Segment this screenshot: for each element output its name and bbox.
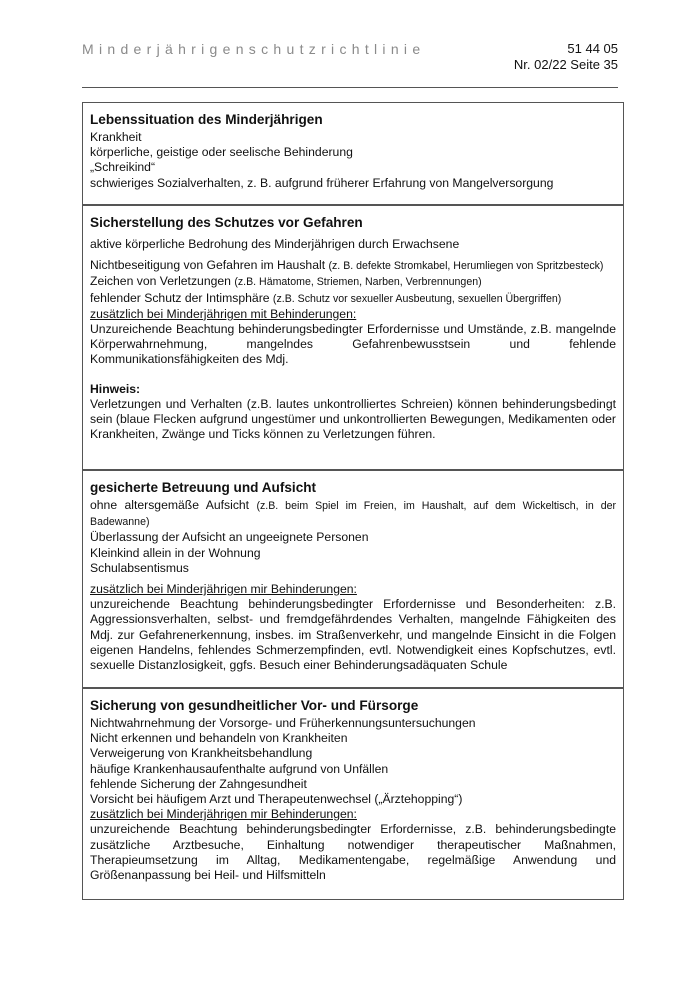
- item-text: ohne altersgemäße Aufsicht: [90, 498, 250, 512]
- paragraph: unzureichende Beachtung behinderungsbedingter Erfordernisse und Besonderheiten: z.B. Aggressionsverhalten, selbst- und fremdgefährdendes Verhalten, mangelnde Fähigkeiten des Mdj. zur Gefahrenerkennung, insbes. im Straßenverkehr, und mangelnde Einsicht in die Folgen eigenen Handelns, fehlendes Schmerzempfinden, evtl. Notwendigkeit eines Kopfschutzes, evtl. sexuelle Distanzlosigkeit, ggfs. Besuch einer Behinderungsadäquaten Schule: [90, 597, 616, 673]
- section-title: Sicherstellung des Schutzes vor Gefahren: [90, 215, 363, 230]
- item-detail: (z. B. defekte Stromkabel, Herumliegen von Spritzbesteck): [328, 260, 604, 273]
- list-item: „Schreikind“: [90, 160, 156, 175]
- subheading-disability: zusätzlich bei Minderjährigen mit Behinderungen:: [90, 306, 357, 321]
- list-item: Überlassung der Aufsicht an ungeeignete Personen: [90, 530, 369, 545]
- list-item: körperliche, geistige oder seelische Behinderung: [90, 145, 353, 160]
- list-item: Nicht erkennen und behandeln von Krankheiten: [90, 731, 348, 746]
- page-header: [82, 41, 618, 87]
- hint-title: Hinweis:: [90, 381, 141, 396]
- list-item: Krankheit: [90, 130, 142, 144]
- section-gesundheit: [82, 688, 624, 900]
- document-reference: [514, 41, 618, 73]
- list-item: fehlende Sicherung der Zahngesundheit: [90, 776, 307, 791]
- list-item: häufige Krankenhausaufenthalte aufgrund von Unfällen: [90, 761, 389, 776]
- section-title: gesicherte Betreuung und Aufsicht: [90, 480, 317, 495]
- item-detail: (z.B. beim Spiel im Freien, im Haushalt, auf dem Wickeltisch, in der Badewanne): [90, 500, 617, 529]
- list-item: schwieriges Sozialverhalten, z. B. aufgrund früherer Erfahrung von Mangelversorgung: [90, 175, 554, 190]
- section-lebenssituation: [82, 102, 624, 205]
- list-item: Vorsicht bei häufigem Arzt und Therapeutenwechsel („Ärztehopping“): [90, 792, 463, 807]
- subheading-disability: zusätzlich bei Minderjährigen mir Behinderungen:: [90, 807, 357, 822]
- item-detail: (z.B. Schutz vor sexueller Ausbeutung, sexuellen Übergriffen): [272, 292, 562, 305]
- paragraph: unzureichende Beachtung behinderungsbedingter Erfordernisse, z.B. behinderungsbedingte zusätzliche Arztbesuche, Einhaltung notwendiger therapeutischer Maßnahmen, Therapieumsetzung im Alltag, Medikamentengabe, regelmäßige Anwendung und Größenanpassung bei Heil- und Hilfsmitteln: [90, 822, 616, 883]
- list-item: Schulabsentismus: [90, 560, 189, 575]
- section-title: Sicherung von gesundheitlicher Vor- und Fürsorge: [90, 698, 419, 713]
- list-item: aktive körperliche Bedrohung des Minderjährigen durch Erwachsene: [90, 237, 460, 251]
- list-item: [90, 498, 616, 530]
- item-text: Zeichen von Verletzungen: [90, 274, 231, 289]
- reference-number: 51 44 05: [567, 41, 618, 56]
- list-item: [90, 258, 616, 274]
- page-number: Nr. 02/22 Seite 35: [513, 57, 618, 72]
- list-item: [90, 274, 616, 290]
- item-text: fehlender Schutz der Intimsphäre: [90, 290, 270, 305]
- item-detail: (z.B. Hämatome, Striemen, Narben, Verbrennungen): [234, 276, 482, 289]
- section-title: Lebenssituation des Minderjährigen: [90, 112, 323, 127]
- list-item: Nichtwahrnehmung der Vorsorge- und Früherkennungsuntersuchungen: [90, 716, 476, 730]
- subheading-disability: zusätzlich bei Minderjährigen mir Behinderungen:: [90, 582, 357, 597]
- hint-text: Verletzungen und Verhalten (z.B. lautes unkontrolliertes Schreien) können behinderungsbedingt sein (blaue Flecken aufgrund ungestümer und unkontrollierten Bewegungen, Medikamenten oder Krankheiten, Zwänge und Ticks können zu Verletzungen führen.: [90, 396, 616, 442]
- paragraph: Unzureichende Beachtung behinderungsbedingter Erfordernisse und Umstände, z.B. mangelnde Körperwahrnehmung, mangelndes Gefahrenbewusstsein und fehlende Kommunikationsfähigkeiten des Mdj.: [90, 322, 616, 367]
- list-item: Verweigerung von Krankheitsbehandlung: [90, 746, 313, 761]
- section-schutz: [82, 205, 624, 470]
- section-betreuung: [82, 470, 624, 688]
- header-divider: [82, 87, 618, 88]
- list-item: [90, 291, 616, 307]
- item-text: Nichtbeseitigung von Gefahren im Haushalt: [90, 258, 326, 273]
- document-title: Minderjährigenschutzrichtlinie: [82, 41, 426, 57]
- list-item: Kleinkind allein in der Wohnung: [90, 545, 261, 560]
